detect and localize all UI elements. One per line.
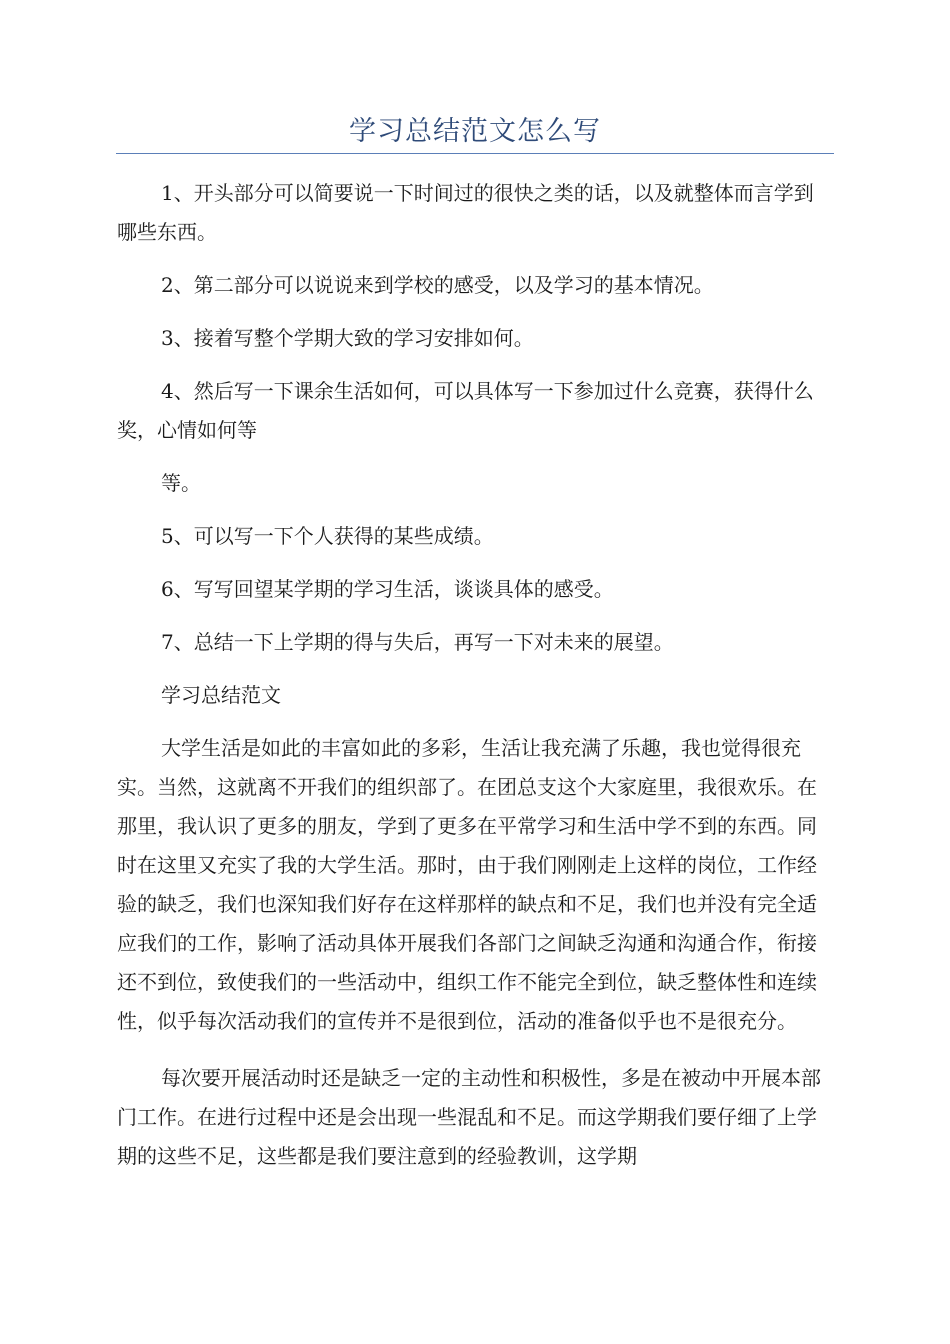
section-heading: 学习总结范文 [161, 683, 281, 707]
paragraph-item-6: 6、写写回望某学期的学习生活，谈谈具体的感受。 [161, 577, 614, 601]
paragraph-item-2: 2、第二部分可以说说来到学校的感受，以及学习的基本情况。 [161, 273, 714, 297]
paragraph-item-3: 3、接着写整个学期大致的学习安排如何。 [161, 326, 534, 350]
paragraph-item-1: 1、开头部分可以简要说一下时间过的很快之类的话，以及就整体而言学到哪些东西。 [117, 181, 814, 244]
paragraph-item-4-continued: 等。 [161, 471, 201, 495]
document-body [117, 174, 833, 1191]
essay-paragraph-2: 每次要开展活动时还是缺乏一定的主动性和积极性，多是在被动中开展本部门工作。在进行过程中还是会出现一些混乱和不足。而这学期我们要仔细了上学期的这些不足，这些都是我们要注意到的经验教训，这学期 [117, 1066, 821, 1168]
paragraph-item-4: 4、然后写一下课余生活如何，可以具体写一下参加过什么竞赛，获得什么奖，心情如何等 [117, 379, 814, 442]
document-title: 学习总结范文怎么写 [349, 116, 601, 147]
essay-paragraph-1: 大学生活是如此的丰富如此的多彩，生活让我充满了乐趣，我也觉得很充实。当然，这就离不开我们的组织部了。在团总支这个大家庭里，我很欢乐。在那里，我认识了更多的朋友，学到了更多在平常学习和生活中学不到的东西。同时在这里又充实了我的大学生活。那时，由于我们刚刚走上这样的岗位，工作经验的缺乏，我们也深知我们好存在这样那样的缺点和不足，我们也并没有完全适应我们的工作，影响了活动具体开展我们各部门之间缺乏沟通和沟通合作，衔接还不到位，致使我们的一些活动中，组织工作不能完全到位，缺乏整体性和连续性，似乎每次活动我们的宣传并不是很到位，活动的准备似乎也不是很充分。 [117, 736, 817, 1033]
paragraph-item-5: 5、可以写一下个人获得的某些成绩。 [161, 524, 494, 548]
paragraph-item-7: 7、总结一下上学期的得与失后，再写一下对未来的展望。 [161, 630, 674, 654]
title-underline [116, 153, 834, 154]
